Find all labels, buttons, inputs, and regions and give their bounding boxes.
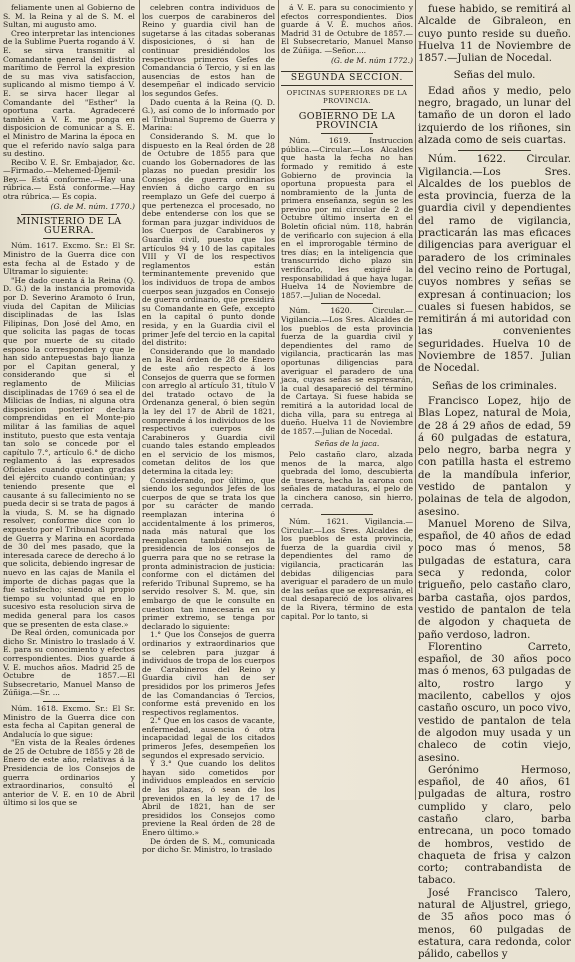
senas-heading: Señas del mulo. (453, 70, 536, 82)
paragraph: José Francisco Talero, natural de Aljustrel, griego, de 35 años poco mas ó menos, 60 pulgadas de estatura, cara redonda, color pálido, cabellos y (418, 887, 571, 961)
paragraph: celebren contra individuos de los cuerpos de carabineros del Reino y guardia civil han de sugetarse á las citadas soberanas disposiciones, ó si han de continuar presidiéndolos los respectivos primeros Gefes de Comandancia ó Tercio, y si en las ausencias de estos han de desempeñar el indicado servicio los segundos Gefes. (142, 3, 275, 98)
section-heading: MINISTERIO DE LA GUERRA. (16, 216, 122, 236)
paragraph: "En vista de la Reales órdenes de 25 de Octubre de 1855 y 28 de Enero de este año, relativas á la Presidencia de los Consejos de guerra ordinarios y extraordinarios, consultó el anterior de V. E. en 10 de Abril último si los que se (3, 738, 135, 808)
column-rule (415, 0, 416, 800)
paragraph: Edad años y medio, pelo negro, bragado, un lunar del tamaño de un doron el lado izquierdo de los riñones, sin alzada como de seis cuartas. (418, 85, 571, 146)
paragraph: 1.° Que los Consejos de guerra ordinarios y extraordinarios que se celebren para juzgar á individuos de tropa de los cuerpos de Carabineros del Reino y Guardia civil han de ser presididos por los primeros Jefes de las Comandancias ó Tercios, conforme está prevenido en los respectivos reglamentos. (142, 630, 275, 717)
paragraph: De Real órden, comunicada por dicho Sr. Ministro lo traslado á V. E. para su conocimiento y efectos correspondientes. Dios guarde á V. E. muchos años. Madrid 25 de Octubre de 1857.—El Subsecretario, Manuel Manso de Zúñiga.—Sr. ... (3, 628, 135, 698)
divider (458, 150, 531, 151)
paragraph: feliamente unen al Gobierno de S. M. la Reina y al de S. M. el Sultan, mi augusto amo. (3, 3, 135, 30)
paragraph: Dado cuenta á la Reina (Q. D. G.), así como de lo informado por el Tribunal Supremo de Guerra y Marina: (142, 97, 275, 133)
column-1 (3, 3, 135, 808)
paragraph: Florentino Carreto, español, de 30 años poco mas ó menos, 63 pulgadas de alto, rostro largo y macilento, cabellos y ojos castaño oscuro, un poco vivo, vestido de pantalon de tela de algodon muy usada y un chaleco de cotin viejo, asesino. (418, 641, 571, 764)
subsection-heading: OFICINAS SUPERIORES DE LA PROVINCIA. (286, 88, 408, 106)
divider (321, 133, 373, 134)
paragraph: Considerando que lo mandado en la Real órden de 28 de Enero de este año respecto á los Consejos de guerra que se formen con arreglo al artículo 31, título V del tratado octavo de la Ordenanza general, ó bien según la ley del 17 de Abril de 1821, comprende á los individuos de los respectivos cuerpos de Carabineros y Guardia civil cuando tales estando empleados en el servicio de los mismos, cometan delitos de los que determina la citada ley: (142, 346, 275, 477)
section-heading: SEGUNDA SECCION. (281, 71, 413, 86)
paragraph: Considerando S. M. que lo dispuesto en la Real órden de 28 de Octubre de 1855 para que cuando los Gobernadores de las plazas no puedan presidir los Consejos de guerra ordinarios envíen á dicho cargo en su reemplazo un Gefe del cuerpo á que pertenezca el procesado, no debe entenderse con los que se forman para juzgar individuos de los Cuerpos de Carabineros y Guardia civil, puesto que los artículos 94 y 10 de las capitales VIII y VI de los respectivos reglamentos están terminantemente prevenido que los individuos de tropa de ambos cuerpos sean juzgados en Consejo de guerra ordinario, que presidirá su Comandante en Gefe, excepto en la capital ó punto donde resida, y en la Guardia civil el primer Jefe del tercio en la capital del distrito: (142, 131, 275, 348)
paragraph: "He dado cuenta á la Reina (Q. D. G.) de la instancia promovida por D. Severino Aramoto ó Irun, viuda del Capitan de Milicias disciplinadas de las Islas Filipinas, Don José del Amo, en que solicita las pagas de tocas que por muerte de su citado esposo la corresponden y que le han sido antepuestas bajo lianza por el Capitan general, y considerando que si el reglamento de Milicias disciplinadas de 1769 ó sea el de Milicias de Indias, ni alguna otra disposicion posterior declara comprendidas en el Monte-pio militar á las familias de aquel instituto, puesto que esta ventaja tan solo se concede por el capítulo 7.°, artículo 6.° de dicho reglamento á las expresados Oficiales cuando quedan gradas del ejército cuando continúan; y teniendo presente que el causante á su fallecimiento no se pueda decir si se trata de pagos á la viuda, S. M. se ha dignado resolver, conforme dice con lo expuesto por el Tribunal Supremo de Guerra y Marina en acordada de 30 del mes pasado, que la interesada carece de derecho á lo que solicita, debiendo ingresar de nuevo en las cajas de Manila el importe de dichas pagas que la fué satisfecho; siendo al propio tiempo su voluntad que en lo sucesivo esta resolucion sirva de medida general para los casos que se presenten de esta clase.» (3, 275, 135, 629)
signature-ref: (G. de M. núm 1772.) (330, 55, 413, 65)
divider (321, 514, 373, 515)
paragraph: Núm. 1618. Excmo. Sr.: El Sr. Ministro de la Guerra dice con esta fecha al Capitan general de Andalucía lo que sigue: (3, 703, 135, 739)
paragraph: Núm. 1622. Circular. Vigilancia.—Los Sres. Alcaldes de los pueblos de esta provincia, fuerza de la guardia civil y dependientes del ramo de vigilancia, practicarán las mas eficaces diligencias para averiguar el paradero de los criminales del vecino reino de Portugal, cuyos nombres y señas se expresan á continuacion; los cuales si fuesen habidos, se remitirán á mi autoridad con las convenientes seguridades. Huelva 10 de Noviembre de 1857. Julian de Nocedal. (418, 154, 571, 375)
paragraph: Creo interpretar las intenciones de la Sublime Puerta rogando á V. E. se sirva transmitir al Comandante general del distrito marítimo de Ferrol la expresion de su mas viva satisfaccion, suplicando al mismo tiempo á V. E. se sirva hacer llegar al Comandante del "Esther" la oportuna carta. Agradeceré también a V. E. me ponga en disposicion de comunicar a S. E. el Ministro de Marina la época en que el referido navío salga para su destino. (3, 28, 135, 159)
column-2 (142, 3, 275, 855)
paragraph: Manuel Moreno de Silva, español, de 40 años de edad poco mas ó menos, 58 pulgadas de estatura, cara seca y redonda, color trigueño, pelo castaño claro, barba castaña, ojos pardos, vestido de pantalon de tela de algodon y chaqueta de paño verdoso, ladron. (418, 518, 571, 641)
divider (321, 303, 373, 304)
senas-heading: Señas de los criminales. (432, 380, 557, 392)
divider (43, 701, 95, 702)
paragraph: Considerando, por último, que siendo los segundos Jefes de los cuerpos de que se trata los que por su carácter de mando reemplazan interina ó accidentalmente á los primeros, nada más natural que los reemplacen también en la presidencia de los consejos de guerra para que no se retrase la pronta administracion de justicia: conforme con el dictámen del referido Tribunal Supremo, se ha servido resolver S. M. que, sin embargo de que le consulte en cuestion tan innecesaria en su primer extremo, se tenga por declarado lo siguiente: (142, 475, 275, 631)
paragraph: Núm. 1619. Instruccion pública.—Circular.—Los Alcaldes que hasta la fecha no han formado y remitido á este Gobierno de provincia la oportuna propuesta para el nombramiento de la Junta de primera enseñanza, según se les previno por mi circular de 2 de Octubre último inserta en el Boletín oficial núm. 118, habrán de verificarlo con sujecion á ella en el improrogable término de tres días; en la inteligencia que transcurrido dicho plazo sin verificarlo, les exigiré la responsabilidad á que haya lugar. Huelva 14 de Noviembre de 1857.—Julian de Nocedal. (281, 136, 413, 300)
senas-heading: Señas de la jaca. (314, 439, 380, 449)
column-rule (278, 0, 279, 800)
paragraph: Núm. 1617. Excmo. Sr.: El Sr. Ministro de la Guerra dice con esta fecha al de Estado y de Ultramar lo siguiente: (3, 241, 135, 277)
gobierno-heading: GOBIERNO DE LA PROVINCIA (298, 110, 396, 131)
divider (43, 238, 95, 239)
divider (21, 214, 117, 215)
paragraph: Núm. 1621. Vigilancia.— Circular.—Los Sres. Alcaldes de los pueblos de esta provincia, fuerza de la guardia civil y dependientes del ramo de vigilancia, practicarán las debidas diligencias para averiguar el paradero de un mulo de las señas que se expresarán, el cual desapareció de los olivares de la Rivera, término de esta capital. Por lo tanto, si (281, 517, 413, 621)
paragraph: á V. E. para su conocimiento y efectos correspondientes. Dios guarde á V. E. muchos años. Madrid 31 de Octubre de 1857.—El Subsecretario, Manuel Manso de Zúñiga. —Señor..... (281, 3, 413, 55)
signature-ref: (G. de M. núm. 1770.) (50, 201, 135, 211)
paragraph: Pelo castaño claro, alzada menos de la marca, algo quebrada del lomo, descubierta de trasera, hecha la carona con señales de mataduras, el pelo de la cinchera canoso, sin hierro, cerrada. (281, 449, 413, 511)
column-rule (139, 0, 140, 800)
paragraph: De órden de S. M., comunicada por dicho Sr. Ministro, lo traslado (142, 836, 275, 855)
divider (321, 109, 373, 110)
paragraph: Y 3.° Que cuando los delitos hayan sido cometidos por individuos empleados en servicio de las plazas, ó sean de los prevenidos en la ley de 17 de Abril de 1821, han de ser presididos los Consejos como previene la Real órden de 28 de Enero último.» (142, 759, 275, 837)
paragraph: Núm. 1620. Circular.—Vigilancia.—Los Sres. Alcaldes de los pueblos de esta provincia fuerza de la guardia civil y dependientes del ramo de vigilancia, practicarán las mas oportunas diligencias para averiguar el paradero de una jaca, cuyas señas se espresarán, la cual desapareció del término de Cartaya. Si fuese habida se remitirá a la autoridad local de dicha villa, para su entrega al dueño. Huelva 11 de Noviembre de 1857.—Julian de Nocedal. (281, 306, 413, 436)
column-3 (281, 4, 413, 796)
paragraph: Recibo V. E. Sr. Embajador, &c. —Firmado.—Mehemed-Djemil-Bey.— Está conforme.—Hay una rúbrica.— Está conforme.—Hay otra rúbrica.— Es copia. (3, 157, 135, 202)
paragraph: 2.° Que en los casos de vacante, enfermedad, ausencia ó otra incapacidad legal de los citados primeros Jefes, desempeñen los segundos el expresado servicio. (142, 716, 275, 760)
column-4 (418, 4, 571, 961)
paragraph: fuese habido, se remitirá al Alcalde de Gibraleon, en cuyo punto reside su dueño. Huelva 11 de Noviembre de 1857.—Julian de Nocedal. (418, 4, 571, 65)
paragraph: Francisco Lopez, hijo de Blas Lopez, natural de Moia, de 28 á 29 años de edad, 59 á 60 pulgadas de estatura, pelo negro, barba negra y con patilla hasta el estremo de la mandíbula inferior, vestido de pantalon y polainas de tela de algodon, asesino. (418, 395, 571, 518)
paragraph: Gerónimo Hermoso, español, de 40 años, 61 pulgadas de altura, rostro cumplido y claro, pelo castaño claro, barba entrecana, un poco tomado de hombros, vestido de chaqueta de frisa y calzon corto; contrabandista de tabaco. (418, 764, 571, 887)
